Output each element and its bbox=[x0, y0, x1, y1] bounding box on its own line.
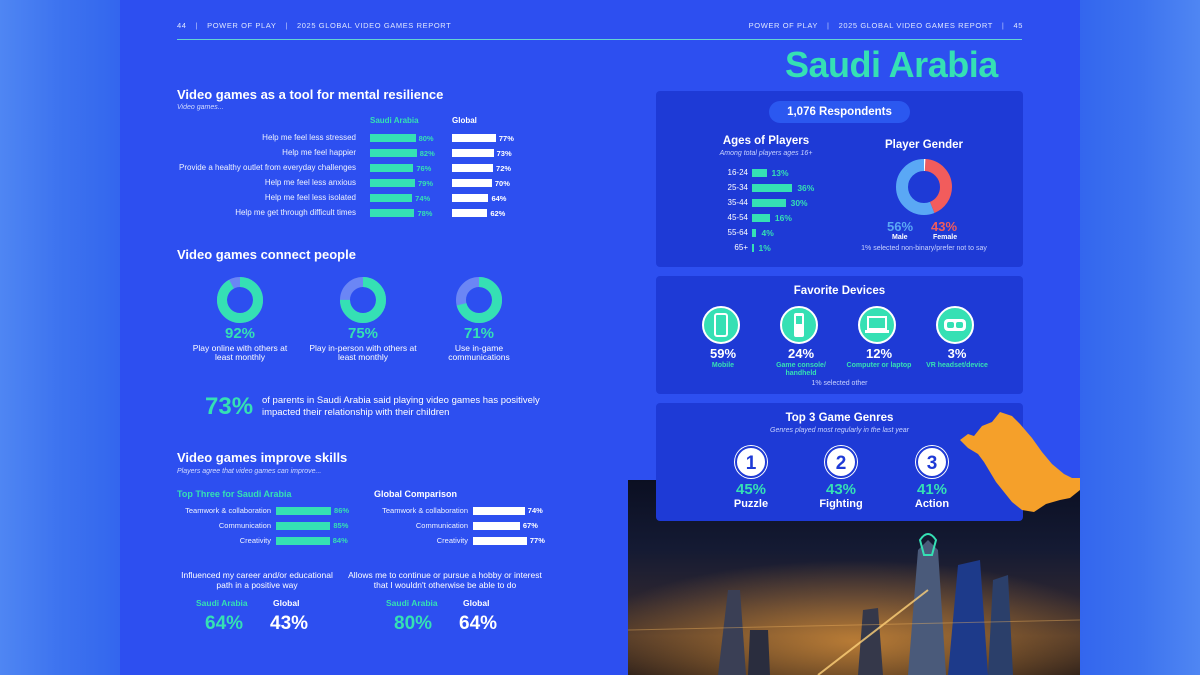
skill-global-value: 77% bbox=[529, 536, 545, 545]
resilience-row bbox=[120, 192, 600, 204]
devices-panel bbox=[656, 276, 1023, 394]
age-group-label: 25-34 bbox=[727, 183, 748, 192]
age-group-label: 45-54 bbox=[727, 213, 748, 222]
device-percentage: 3% bbox=[947, 346, 967, 361]
skills-local-heading: Top Three for Saudi Arabia bbox=[177, 489, 292, 499]
skill-global-label: Communication bbox=[415, 521, 468, 530]
resilience-row bbox=[120, 132, 600, 144]
connect-description: Play in-person with others at least monthly bbox=[309, 343, 417, 362]
age-group-value: 36% bbox=[797, 183, 815, 193]
connect-donut bbox=[454, 275, 504, 325]
resilience-col-global: Global bbox=[452, 116, 477, 125]
age-group-label: 16-24 bbox=[727, 168, 748, 177]
genre-percentage: 41% bbox=[916, 481, 948, 498]
resilience-global-bar bbox=[452, 149, 494, 157]
hobby-question: Allows me to continue or pursue a hobby or interest that I wouldn't otherwise be able to do bbox=[348, 570, 542, 590]
left-page-number: 44 bbox=[177, 21, 187, 30]
genres-subtitle: Genres played most regularly in the last year bbox=[770, 427, 909, 434]
device-label: Mobile bbox=[711, 362, 735, 369]
resilience-row bbox=[120, 177, 600, 189]
resilience-local-value: 82% bbox=[419, 149, 435, 158]
respondents-pill: 1,076 Respondents bbox=[769, 101, 910, 123]
genre-label: Puzzle bbox=[733, 498, 769, 510]
age-group-label: 55-64 bbox=[727, 228, 748, 237]
resilience-global-bar bbox=[452, 209, 487, 217]
resilience-global-value: 73% bbox=[496, 149, 512, 158]
resilience-global-bar bbox=[452, 194, 488, 202]
right-page-header: POWER OF PLAY | 2025 GLOBAL VIDEO GAMES REPORT | 45 bbox=[748, 21, 1023, 30]
left-header-report: 2025 GLOBAL VIDEO GAMES REPORT bbox=[297, 21, 452, 30]
career-local-label: Saudi Arabia bbox=[196, 598, 248, 608]
genre-percentage: 45% bbox=[735, 481, 767, 498]
gender-note: 1% selected non-binary/prefer not to say bbox=[861, 245, 987, 252]
hobby-global-label: Global bbox=[463, 598, 490, 608]
parents-percentage: 73% bbox=[205, 393, 254, 420]
female-percentage: 43% bbox=[931, 219, 958, 234]
age-group-bar bbox=[752, 199, 786, 207]
skill-global-label: Teamwork & collaboration bbox=[382, 506, 468, 515]
mobile-phone-icon bbox=[702, 306, 740, 344]
skill-local-label: Communication bbox=[218, 521, 271, 530]
connect-donut-segment bbox=[222, 282, 258, 318]
resilience-row-label: Provide a healthy outlet from everyday challenges bbox=[179, 163, 356, 172]
genre-rank-badge: 3 bbox=[916, 446, 948, 478]
device-percentage: 59% bbox=[709, 346, 737, 361]
skills-subtitle: Players agree that video games can improve... bbox=[177, 468, 322, 475]
resilience-row-label: Help me get through difficult times bbox=[235, 208, 356, 217]
left-page-header: 44 | POWER OF PLAY | 2025 GLOBAL VIDEO GAMES REPORT bbox=[177, 21, 452, 30]
age-group-label: 35-44 bbox=[727, 198, 748, 207]
device-label: Game console/ handheld bbox=[776, 362, 826, 377]
right-header-report: 2025 GLOBAL VIDEO GAMES REPORT bbox=[838, 21, 993, 30]
country-title: Saudi Arabia bbox=[785, 44, 998, 85]
resilience-local-bar bbox=[370, 149, 417, 157]
header-rule bbox=[177, 39, 1022, 40]
laptop-icon bbox=[858, 306, 896, 344]
skill-global-bar bbox=[473, 522, 520, 530]
device-label: VR headset/device bbox=[926, 362, 988, 369]
resilience-row-label: Help me feel less isolated bbox=[264, 193, 356, 202]
age-group-value: 4% bbox=[761, 228, 774, 238]
age-group-value: 16% bbox=[774, 213, 792, 223]
connect-percentage: 75% bbox=[347, 325, 379, 342]
right-page-number: 45 bbox=[1013, 21, 1023, 30]
genre-rank-badge: 1 bbox=[735, 446, 767, 478]
gender-donut-chart bbox=[894, 157, 954, 217]
resilience-local-bar bbox=[370, 134, 416, 142]
skill-global-value: 74% bbox=[527, 506, 543, 515]
resilience-row bbox=[120, 207, 600, 219]
skill-global-value: 67% bbox=[522, 521, 538, 530]
hobby-global-value: 64% bbox=[459, 613, 498, 634]
female-label: Female bbox=[933, 234, 958, 241]
resilience-local-value: 80% bbox=[418, 134, 434, 143]
resilience-local-bar bbox=[370, 179, 415, 187]
skill-local-label: Creativity bbox=[239, 536, 271, 545]
right-header-brand: POWER OF PLAY bbox=[748, 21, 819, 30]
genre-percentage: 43% bbox=[825, 481, 857, 498]
skills-title: Video games improve skills bbox=[177, 450, 348, 465]
resilience-local-value: 79% bbox=[418, 179, 434, 188]
devices-title: Favorite Devices bbox=[793, 285, 886, 297]
resilience-local-value: 74% bbox=[415, 194, 431, 203]
resilience-global-bar bbox=[452, 134, 496, 142]
resilience-row-label: Help me feel happier bbox=[282, 148, 356, 157]
male-percentage: 56% bbox=[887, 219, 914, 234]
report-spread bbox=[120, 0, 1080, 675]
age-group-value: 30% bbox=[790, 198, 808, 208]
skill-local-label: Teamwork & collaboration bbox=[185, 506, 271, 515]
resilience-global-value: 64% bbox=[491, 194, 507, 203]
age-group-bar bbox=[752, 214, 770, 222]
game-console-icon bbox=[780, 306, 818, 344]
ages-title: Ages of Players bbox=[722, 135, 810, 147]
resilience-row-label: Help me feel less stressed bbox=[262, 133, 356, 142]
connect-percentage: 71% bbox=[463, 325, 495, 342]
saudi-arabia-map-icon bbox=[960, 412, 1080, 512]
resilience-local-value: 76% bbox=[416, 164, 432, 173]
skill-global-bar bbox=[473, 537, 527, 545]
resilience-row-label: Help me feel less anxious bbox=[264, 178, 356, 187]
age-group-label: 65+ bbox=[734, 243, 748, 252]
genre-label: Fighting bbox=[819, 498, 863, 510]
connect-description: Use in-game communications bbox=[448, 343, 510, 362]
resilience-global-value: 62% bbox=[490, 209, 506, 218]
resilience-local-value: 78% bbox=[417, 209, 433, 218]
genres-title: Top 3 Game Genres bbox=[785, 412, 894, 424]
parents-statement: of parents in Saudi Arabia said playing video games has positively impacted their relationship with their children bbox=[262, 395, 540, 418]
age-group-bar bbox=[752, 229, 756, 237]
resilience-global-bar bbox=[452, 179, 492, 187]
genre-label: Action bbox=[914, 498, 950, 510]
resilience-global-value: 70% bbox=[494, 179, 510, 188]
age-group-bar bbox=[752, 169, 767, 177]
resilience-local-bar bbox=[370, 209, 414, 217]
age-group-bar bbox=[752, 184, 792, 192]
resilience-global-value: 77% bbox=[498, 134, 514, 143]
ages-subtitle: Among total players ages 16+ bbox=[719, 150, 813, 157]
left-header-brand: POWER OF PLAY bbox=[207, 21, 277, 30]
skills-global-heading: Global Comparison bbox=[374, 489, 458, 499]
age-group-value: 1% bbox=[758, 243, 771, 253]
hobby-local-label: Saudi Arabia bbox=[386, 598, 438, 608]
skill-local-value: 84% bbox=[332, 536, 348, 545]
devices-note: 1% selected other bbox=[811, 380, 868, 387]
resilience-local-bar bbox=[370, 164, 413, 172]
skill-local-value: 85% bbox=[333, 521, 349, 530]
device-label: Computer or laptop bbox=[846, 362, 912, 369]
career-question: Influenced my career and/or educational path in a positive way bbox=[181, 570, 333, 590]
resilience-col-local: Saudi Arabia bbox=[370, 116, 419, 125]
career-global-value: 43% bbox=[270, 613, 309, 634]
gender-title: Player Gender bbox=[885, 139, 963, 151]
resilience-global-bar bbox=[452, 164, 493, 172]
device-percentage: 12% bbox=[865, 346, 893, 361]
connect-donut bbox=[338, 275, 388, 325]
skill-global-label: Creativity bbox=[436, 536, 468, 545]
demographics-panel bbox=[656, 91, 1023, 267]
hobby-local-value: 80% bbox=[394, 613, 433, 634]
resilience-global-value: 72% bbox=[496, 164, 512, 173]
vr-headset-icon bbox=[936, 306, 974, 344]
skill-local-value: 86% bbox=[334, 506, 350, 515]
male-label: Male bbox=[892, 234, 908, 241]
device-percentage: 24% bbox=[787, 346, 815, 361]
age-group-bar bbox=[752, 244, 754, 252]
genre-rank-badge: 2 bbox=[825, 446, 857, 478]
resilience-row bbox=[120, 162, 600, 174]
career-local-value: 64% bbox=[205, 613, 244, 634]
connect-description: Play online with others at least monthly bbox=[192, 343, 288, 362]
skill-global-bar bbox=[473, 507, 525, 515]
age-group-value: 13% bbox=[771, 168, 789, 178]
connect-donut bbox=[215, 275, 265, 325]
resilience-row bbox=[120, 147, 600, 159]
resilience-local-bar bbox=[370, 194, 412, 202]
resilience-title: Video games as a tool for mental resilience bbox=[177, 87, 444, 102]
connect-title: Video games connect people bbox=[177, 247, 356, 262]
career-global-label: Global bbox=[273, 598, 300, 608]
connect-percentage: 92% bbox=[224, 325, 256, 342]
resilience-subtitle: Video games... bbox=[177, 104, 224, 111]
